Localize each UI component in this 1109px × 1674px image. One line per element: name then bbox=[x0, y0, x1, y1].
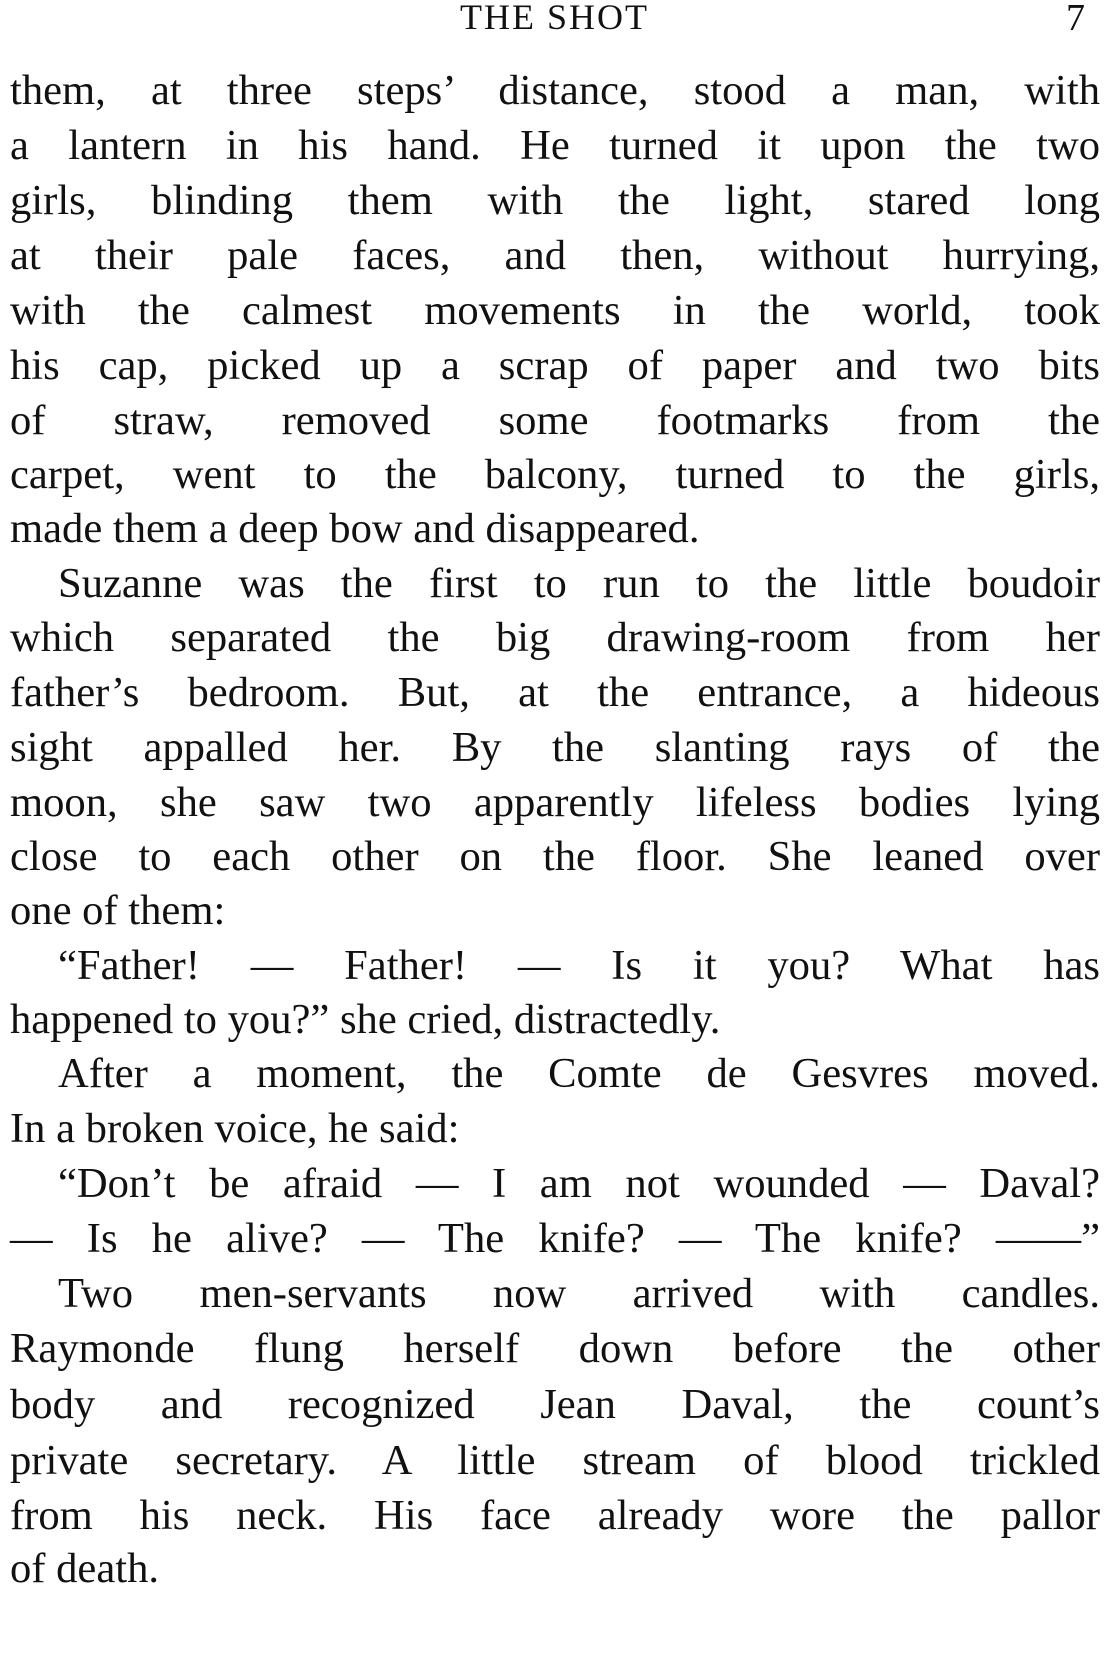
text-line: happened to you?” she cried, distractedly. bbox=[10, 996, 721, 1043]
page-number: 7 bbox=[1066, 0, 1085, 39]
text-line: at their pale faces, and then, without hurrying, bbox=[10, 232, 1100, 279]
text-line: made them a deep bow and disappeared. bbox=[10, 505, 700, 552]
running-head bbox=[0, 0, 1109, 40]
text-line: Suzanne was the first to run to the little boudoir bbox=[58, 560, 1100, 607]
text-line: “Father! — Father! — Is it you? What has bbox=[58, 942, 1100, 989]
text-line: which separated the big drawing-room from her bbox=[10, 614, 1100, 661]
text-line: moon, she saw two apparently lifeless bodies lying bbox=[10, 779, 1100, 826]
text-line: father’s bedroom. But, at the entrance, a hideous bbox=[10, 669, 1100, 716]
text-line: of straw, removed some footmarks from the bbox=[10, 397, 1100, 444]
text-line: from his neck. His face already wore the pallor bbox=[10, 1492, 1100, 1539]
text-line: In a broken voice, he said: bbox=[10, 1105, 460, 1152]
text-line: with the calmest movements in the world, took bbox=[10, 287, 1100, 334]
text-line: private secretary. A little stream of blood trickled bbox=[10, 1437, 1100, 1484]
text-line: sight appalled her. By the slanting rays of the bbox=[10, 724, 1100, 771]
text-line: of death. bbox=[10, 1545, 160, 1592]
text-line: one of them: bbox=[10, 887, 226, 934]
text-line: Two men-servants now arrived with candles. bbox=[58, 1270, 1100, 1317]
running-title: THE SHOT bbox=[460, 0, 649, 37]
text-line: Raymonde flung herself down before the other bbox=[10, 1325, 1100, 1372]
text-line: “Don’t be afraid — I am not wounded — Daval? bbox=[58, 1160, 1100, 1207]
text-line: girls, blinding them with the light, stared long bbox=[10, 177, 1100, 224]
text-line: his cap, picked up a scrap of paper and two bits bbox=[10, 342, 1100, 389]
text-line: them, at three steps’ distance, stood a man, with bbox=[10, 67, 1100, 114]
text-line: close to each other on the floor. She leaned over bbox=[10, 833, 1100, 880]
text-line: — Is he alive? — The knife? — The knife? ——” bbox=[10, 1215, 1100, 1262]
text-line: carpet, went to the balcony, turned to the girls, bbox=[10, 451, 1100, 498]
text-line: a lantern in his hand. He turned it upon the two bbox=[10, 122, 1100, 169]
text-line: body and recognized Jean Daval, the count’s bbox=[10, 1381, 1100, 1428]
text-line: After a moment, the Comte de Gesvres moved. bbox=[58, 1050, 1100, 1097]
